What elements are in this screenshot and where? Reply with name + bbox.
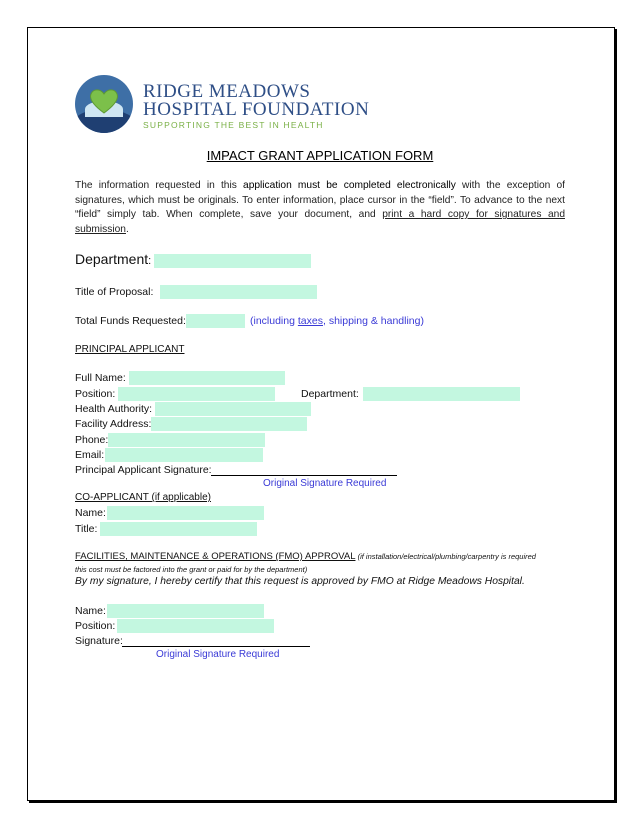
funds-note: (including taxes, shipping & handling) — [250, 315, 424, 327]
form-title: IMPACT GRANT APPLICATION FORM — [206, 148, 434, 163]
proposal-title-input[interactable] — [160, 285, 317, 299]
total-funds-label: Total Funds Requested: — [75, 315, 186, 327]
principal-applicant-heading: PRINCIPAL APPLICANT — [75, 344, 185, 355]
fmo-position-label: Position: — [75, 620, 116, 632]
total-funds-input[interactable] — [186, 314, 245, 328]
phone-label: Phone: — [75, 434, 109, 446]
fmo-position-input[interactable] — [117, 619, 274, 633]
email-input[interactable] — [105, 448, 263, 462]
fmo-name-input[interactable] — [107, 604, 264, 618]
intro-paragraph: The information requested in this application must be completed electronically with the exception of signatures, which must be originals. To enter information, place cursor in the “field”. To advance to the next “field” simply tab. When complete, save your document, and print a hard copy for signatures and submission. — [75, 180, 565, 235]
logo-tagline: SUPPORTING THE BEST IN HEALTH — [143, 120, 324, 130]
health-authority-label: Health Authority: — [75, 403, 153, 415]
phone-input[interactable] — [108, 433, 265, 447]
fmo-certify-text: By my signature, I hereby certify that this request is approved by FMO at Ridge Meadows Hospital. — [75, 576, 525, 587]
fmo-signature-line[interactable] — [122, 634, 310, 647]
email-label: Email: — [75, 449, 105, 461]
proposal-title-label: Title of Proposal: — [75, 286, 154, 298]
principal-signature-line[interactable] — [211, 463, 397, 476]
department-label: Department: — [75, 251, 152, 267]
foundation-logo-icon — [75, 75, 133, 133]
principal-signature-label: Principal Applicant Signature: — [75, 464, 212, 476]
fmo-signature-label: Signature: — [75, 635, 123, 647]
fmo-heading: FACILITIES, MAINTENANCE & OPERATIONS (FMO) APPROVAL (if installation/electrical/plumbing/carpentry is required — [75, 551, 536, 562]
logo-name-line1: RIDGE MEADOWS — [143, 81, 311, 102]
health-authority-input[interactable] — [155, 402, 311, 416]
applicant-department-input[interactable] — [363, 387, 520, 401]
department-input[interactable] — [154, 254, 311, 268]
fmo-name-label: Name: — [75, 605, 106, 617]
co-name-label: Name: — [75, 507, 106, 519]
facility-address-input[interactable] — [151, 417, 307, 431]
full-name-label: Full Name: — [75, 372, 126, 384]
logo-name-line2: HOSPITAL FOUNDATION — [143, 99, 370, 120]
co-title-input[interactable] — [100, 522, 257, 536]
position-input[interactable] — [118, 387, 275, 401]
fmo-note-line2: this cost must be factored into the grant or paid for by the department) — [75, 565, 308, 574]
co-title-label: Title: — [75, 523, 98, 535]
full-name-input[interactable] — [129, 371, 285, 385]
applicant-department-label: Department: — [301, 388, 359, 400]
principal-signature-note: Original Signature Required — [263, 478, 387, 489]
position-label: Position: — [75, 388, 116, 400]
fmo-signature-note: Original Signature Required — [156, 649, 280, 660]
co-applicant-heading: CO-APPLICANT (if applicable) — [75, 492, 211, 503]
facility-address-label: Facility Address: — [75, 418, 152, 430]
co-name-input[interactable] — [107, 506, 264, 520]
